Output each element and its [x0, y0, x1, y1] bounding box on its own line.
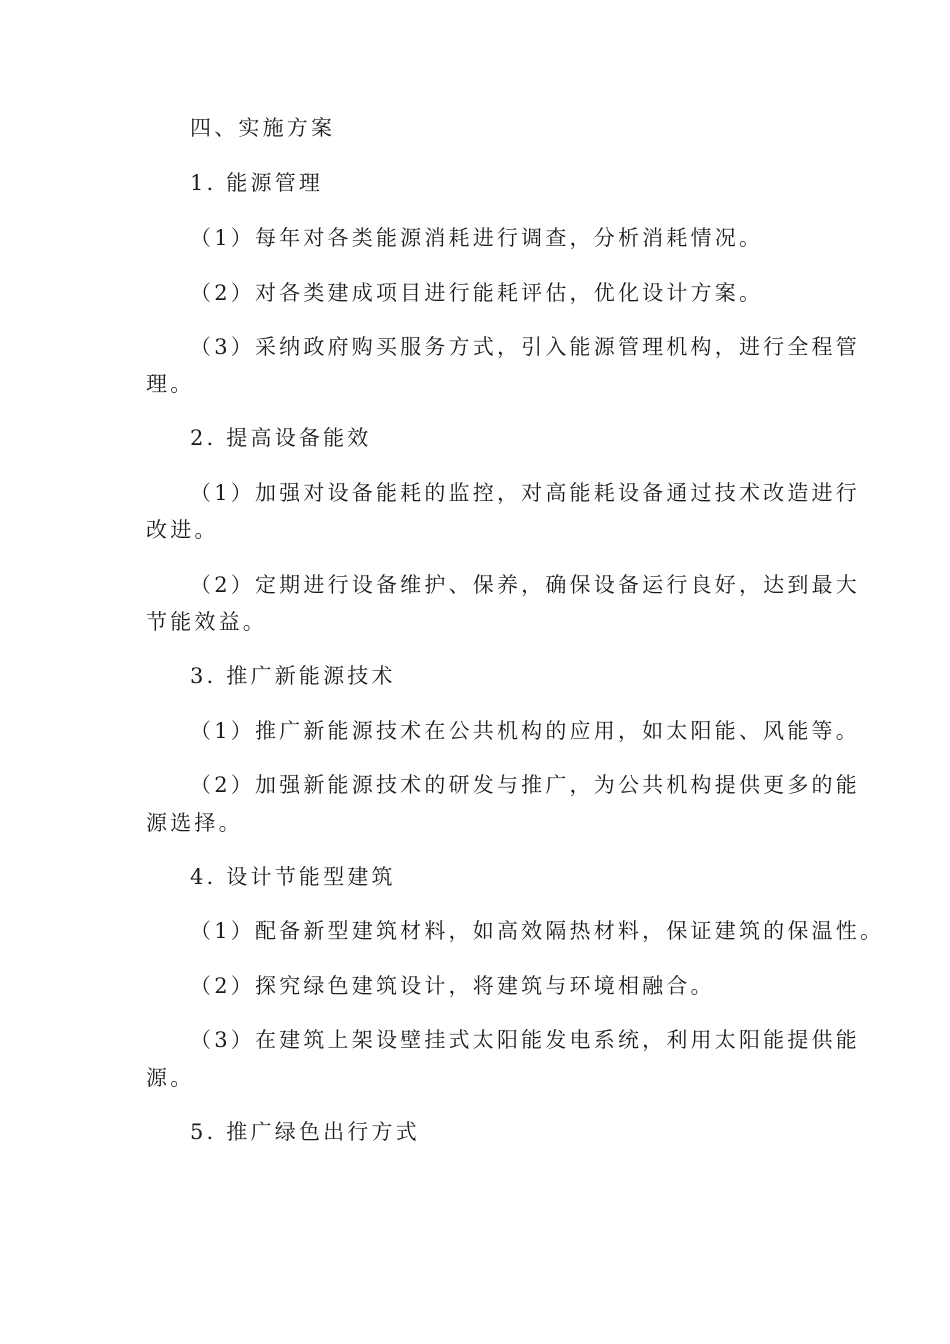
paragraph-line: 改进。 [146, 518, 219, 542]
section-heading: 四、实施方案 [190, 116, 336, 140]
item-heading: 5. 推广绿色出行方式 [190, 1120, 420, 1144]
paragraph-line: （2）加强新能源技术的研发与推广，为公共机构提供更多的能 [190, 773, 860, 797]
paragraph-line: （1）推广新能源技术在公共机构的应用，如太阳能、风能等。 [190, 719, 860, 743]
paragraph-line: （3）采纳政府购买服务方式，引入能源管理机构，进行全程管 [190, 335, 860, 359]
paragraph-line: （2）探究绿色建筑设计，将建筑与环境相融合。 [190, 974, 715, 998]
item-heading: 4. 设计节能型建筑 [190, 865, 396, 889]
paragraph-line: （2）对各类建成项目进行能耗评估，优化设计方案。 [190, 281, 764, 305]
paragraph-line: 理。 [146, 372, 195, 396]
item-heading: 3. 推广新能源技术 [190, 664, 396, 688]
item-heading: 1. 能源管理 [190, 171, 324, 195]
paragraph-line: 源。 [146, 1066, 195, 1090]
paragraph-line: （2）定期进行设备维护、保养，确保设备运行良好，达到最大 [190, 573, 860, 597]
paragraph-line: （3）在建筑上架设壁挂式太阳能发电系统，利用太阳能提供能 [190, 1028, 860, 1052]
paragraph-line: 节能效益。 [146, 610, 267, 634]
paragraph-line: （1）每年对各类能源消耗进行调查，分析消耗情况。 [190, 226, 764, 250]
paragraph-line: （1）加强对设备能耗的监控，对高能耗设备通过技术改造进行 [190, 481, 860, 505]
paragraph-line: （1）配备新型建筑材料，如高效隔热材料，保证建筑的保温性。 [190, 919, 885, 943]
item-heading: 2. 提高设备能效 [190, 426, 372, 450]
paragraph-line: 源选择。 [146, 811, 243, 835]
